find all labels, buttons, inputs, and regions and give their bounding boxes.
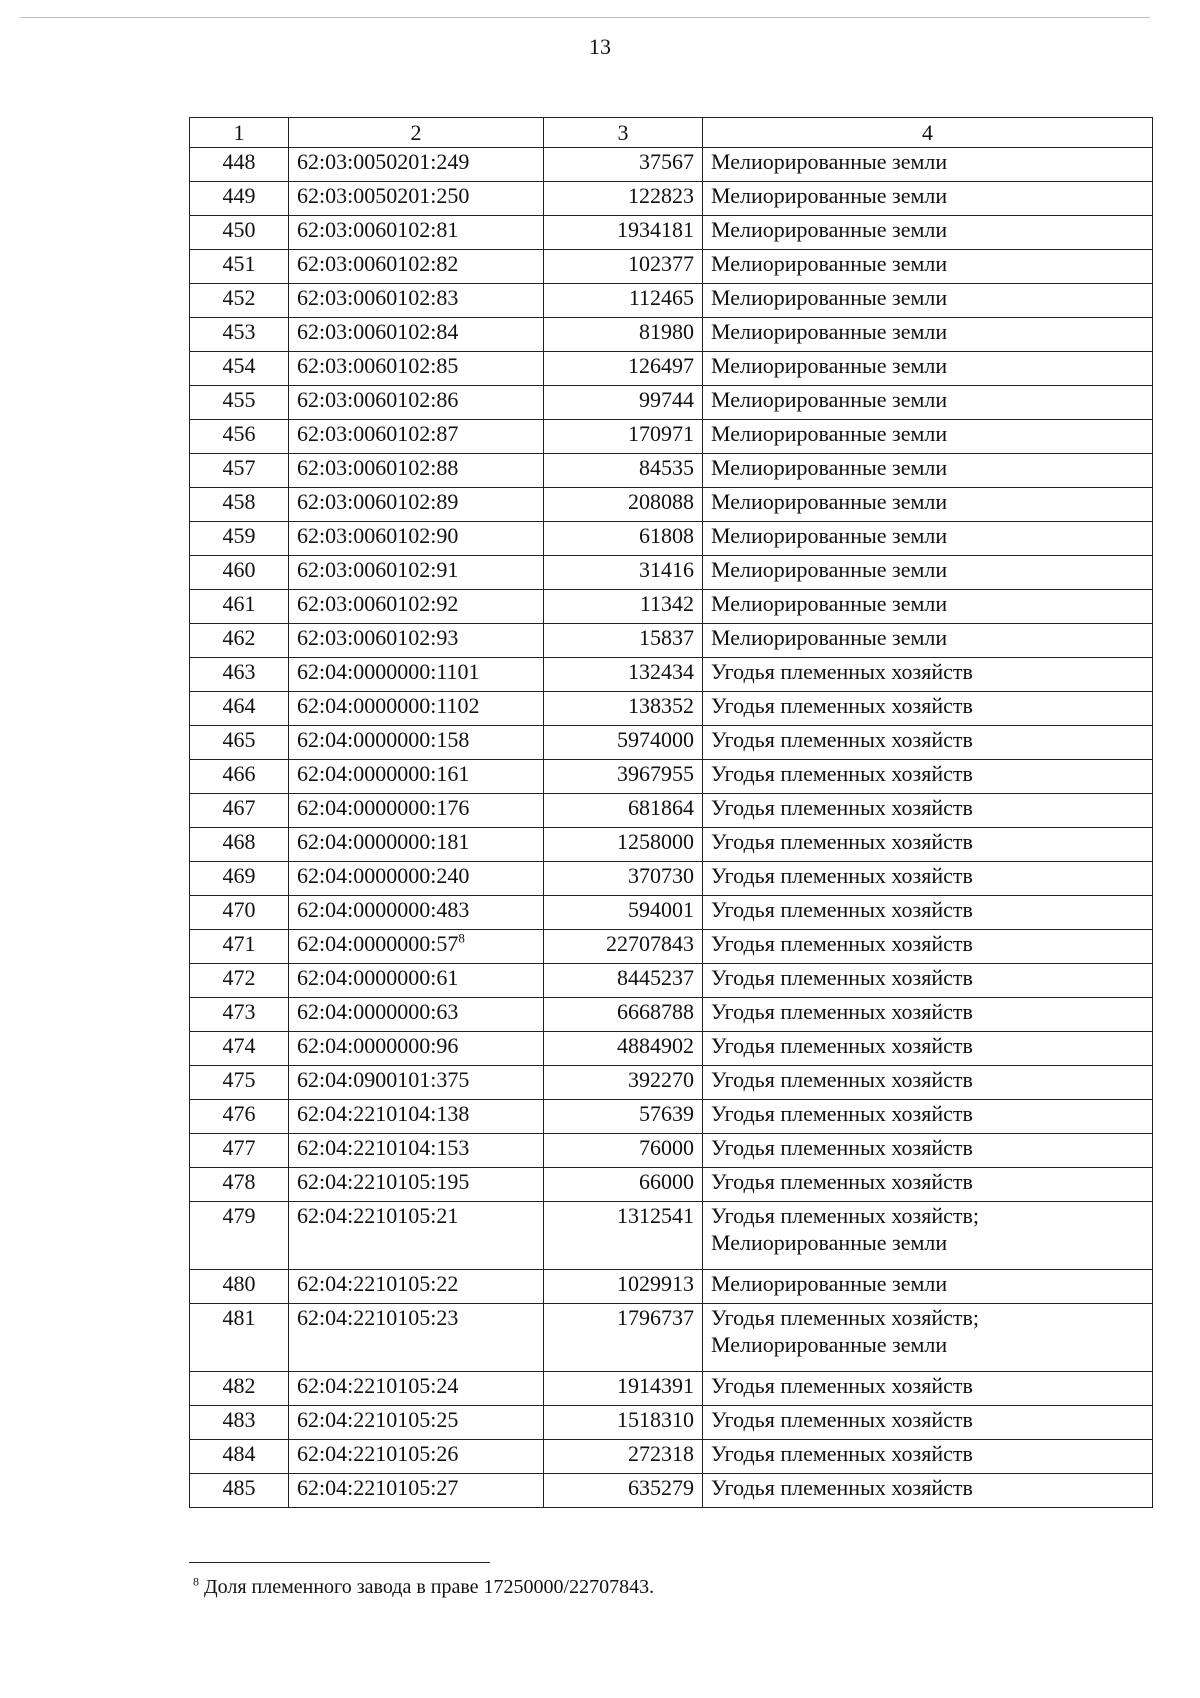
row-number: 460 [190, 556, 289, 590]
footnote-reference: 8 [458, 930, 465, 946]
land-category: Угодья племенных хозяйств [711, 795, 973, 820]
land-category-cell [703, 1134, 1153, 1168]
row-number: 449 [190, 182, 289, 216]
cadastral-number: 62:04:0000000:63 [297, 999, 459, 1024]
land-category-cell [703, 658, 1153, 692]
table-row [190, 1100, 1153, 1134]
land-category-cell [703, 420, 1153, 454]
table-row [190, 1202, 1153, 1270]
area-value: 15837 [544, 624, 703, 658]
row-number: 462 [190, 624, 289, 658]
area-value: 1029913 [544, 1270, 703, 1304]
cadastral-number: 62:04:0000000:240 [297, 863, 470, 888]
land-category: Мелиорированные земли [711, 319, 948, 344]
table-row [190, 1270, 1153, 1304]
cadastral-number-cell [289, 896, 544, 930]
land-category-cell [703, 284, 1153, 318]
table-row [190, 692, 1153, 726]
cadastral-number: 62:03:0060102:89 [297, 489, 459, 514]
row-number: 463 [190, 658, 289, 692]
footnote [193, 1576, 654, 1599]
column-header-4: 4 [703, 118, 1153, 148]
row-number: 454 [190, 352, 289, 386]
land-category: Мелиорированные земли [711, 217, 948, 242]
cadastral-number-cell [289, 318, 544, 352]
area-value: 11342 [544, 590, 703, 624]
land-category: Угодья племенных хозяйств [711, 727, 973, 752]
land-category: Мелиорированные земли [711, 523, 948, 548]
land-category: Угодья племенных хозяйств [711, 693, 973, 718]
land-category-cell [703, 522, 1153, 556]
row-number: 478 [190, 1168, 289, 1202]
cadastral-number-cell [289, 964, 544, 998]
area-value: 99744 [544, 386, 703, 420]
cadastral-number-cell [289, 1270, 544, 1304]
cadastral-number-cell [289, 930, 544, 964]
column-header-2: 2 [289, 118, 544, 148]
table-row [190, 590, 1153, 624]
row-number: 464 [190, 692, 289, 726]
cadastral-number: 62:04:0000000:96 [297, 1033, 459, 1058]
cadastral-number-cell [289, 1202, 544, 1270]
row-number: 457 [190, 454, 289, 488]
cadastral-number: 62:04:2210105:21 [297, 1203, 459, 1228]
table-body [190, 118, 1153, 1508]
cadastral-number: 62:03:0060102:93 [297, 625, 459, 650]
row-number: 452 [190, 284, 289, 318]
table-row [190, 998, 1153, 1032]
area-value: 370730 [544, 862, 703, 896]
table-row [190, 148, 1153, 182]
footnote-mark: 8 [193, 1574, 199, 1589]
cadastral-number-cell [289, 590, 544, 624]
land-category: Угодья племенных хозяйств [711, 1101, 973, 1126]
cadastral-number: 62:04:2210104:153 [297, 1135, 470, 1160]
row-number: 467 [190, 794, 289, 828]
cadastral-number-cell [289, 828, 544, 862]
land-category: Мелиорированные земли [711, 1271, 948, 1296]
land-category: Угодья племенных хозяйств [711, 1441, 973, 1466]
cadastral-number: 62:04:2210104:138 [297, 1101, 470, 1126]
land-category: Угодья племенных хозяйств [711, 659, 973, 684]
land-category-secondary: Мелиорированные земли [711, 1332, 948, 1357]
footnote-separator [189, 1562, 490, 1563]
row-number: 453 [190, 318, 289, 352]
cadastral-number-cell [289, 1066, 544, 1100]
cadastral-number-cell [289, 1304, 544, 1372]
table-row [190, 1406, 1153, 1440]
area-value: 4884902 [544, 1032, 703, 1066]
table-row [190, 760, 1153, 794]
column-header-1: 1 [190, 118, 289, 148]
cadastral-number: 62:03:0060102:91 [297, 557, 459, 582]
area-value: 81980 [544, 318, 703, 352]
land-category: Угодья племенных хозяйств [711, 1475, 973, 1500]
cadastral-number-cell [289, 1100, 544, 1134]
table-row [190, 352, 1153, 386]
land-category-cell [703, 1304, 1153, 1372]
area-value: 208088 [544, 488, 703, 522]
land-category: Угодья племенных хозяйств [711, 897, 973, 922]
land-category-cell [703, 964, 1153, 998]
cadastral-number: 62:04:0000000:1101 [297, 659, 480, 684]
area-value: 122823 [544, 182, 703, 216]
land-category: Угодья племенных хозяйств [711, 1033, 973, 1058]
land-category: Угодья племенных хозяйств [711, 1169, 973, 1194]
row-number: 480 [190, 1270, 289, 1304]
area-value: 392270 [544, 1066, 703, 1100]
cadastral-number-cell [289, 454, 544, 488]
land-category-cell [703, 1100, 1153, 1134]
cadastral-number: 62:03:0060102:87 [297, 421, 459, 446]
land-category-cell [703, 386, 1153, 420]
area-value: 1258000 [544, 828, 703, 862]
cadastral-number-cell [289, 182, 544, 216]
land-category: Мелиорированные земли [711, 455, 948, 480]
cadastral-number: 62:04:2210105:27 [297, 1475, 459, 1500]
cadastral-number: 62:04:0000000:158 [297, 727, 470, 752]
table-row [190, 522, 1153, 556]
table-row [190, 284, 1153, 318]
cadastral-number-cell [289, 1474, 544, 1508]
area-value: 31416 [544, 556, 703, 590]
land-category-cell [703, 1032, 1153, 1066]
area-value: 5974000 [544, 726, 703, 760]
area-value: 22707843 [544, 930, 703, 964]
table-row [190, 828, 1153, 862]
cadastral-number-cell [289, 488, 544, 522]
cadastral-number: 62:03:0060102:83 [297, 285, 459, 310]
land-category: Мелиорированные земли [711, 251, 948, 276]
land-category-cell [703, 1202, 1153, 1270]
land-category-cell [703, 896, 1153, 930]
table-row [190, 896, 1153, 930]
row-number: 471 [190, 930, 289, 964]
cadastral-number: 62:04:0000000:176 [297, 795, 470, 820]
area-value: 170971 [544, 420, 703, 454]
land-category: Угодья племенных хозяйств [711, 999, 973, 1024]
cadastral-number: 62:04:0000000:483 [297, 897, 470, 922]
area-value: 1914391 [544, 1372, 703, 1406]
cadastral-number: 62:03:0050201:249 [297, 149, 470, 174]
land-category: Угодья племенных хозяйств [711, 1067, 973, 1092]
cadastral-number-cell [289, 794, 544, 828]
land-category-cell [703, 590, 1153, 624]
cadastral-number-cell [289, 692, 544, 726]
cadastral-table [189, 117, 1153, 1508]
cadastral-number-cell [289, 1134, 544, 1168]
row-number: 451 [190, 250, 289, 284]
land-category-cell [703, 624, 1153, 658]
land-category-cell [703, 794, 1153, 828]
land-category: Мелиорированные земли [711, 489, 948, 514]
table-row [190, 488, 1153, 522]
row-number: 485 [190, 1474, 289, 1508]
cadastral-number: 62:03:0060102:92 [297, 591, 459, 616]
land-category: Мелиорированные земли [711, 421, 948, 446]
land-category: Угодья племенных хозяйств [711, 1135, 973, 1160]
land-category: Мелиорированные земли [711, 353, 948, 378]
table-row [190, 1032, 1153, 1066]
cadastral-number: 62:03:0060102:85 [297, 353, 459, 378]
land-category-cell [703, 454, 1153, 488]
cadastral-number-cell [289, 284, 544, 318]
area-value: 594001 [544, 896, 703, 930]
cadastral-number: 62:04:2210105:26 [297, 1441, 459, 1466]
cadastral-number-cell [289, 658, 544, 692]
land-category-cell [703, 930, 1153, 964]
cadastral-number-cell [289, 352, 544, 386]
cadastral-number: 62:03:0060102:86 [297, 387, 459, 412]
land-category: Угодья племенных хозяйств [711, 1407, 973, 1432]
cadastral-number: 62:04:0000000:1102 [297, 693, 480, 718]
land-category: Мелиорированные земли [711, 149, 948, 174]
land-category: Угодья племенных хозяйств [711, 829, 973, 854]
row-number: 448 [190, 148, 289, 182]
row-number: 483 [190, 1406, 289, 1440]
table-row [190, 250, 1153, 284]
cadastral-number: 62:04:0000000:57 [297, 931, 459, 956]
land-category-cell [703, 318, 1153, 352]
land-category-cell [703, 1372, 1153, 1406]
land-category-cell [703, 556, 1153, 590]
land-category-cell [703, 488, 1153, 522]
cadastral-number: 62:04:0900101:375 [297, 1067, 470, 1092]
cadastral-number-cell [289, 216, 544, 250]
cadastral-number: 62:04:0000000:61 [297, 965, 459, 990]
area-value: 126497 [544, 352, 703, 386]
land-category-cell [703, 998, 1153, 1032]
table-row [190, 624, 1153, 658]
cadastral-number: 62:04:2210105:23 [297, 1305, 459, 1330]
table-row [190, 930, 1153, 964]
cadastral-number: 62:03:0060102:88 [297, 455, 459, 480]
row-number: 459 [190, 522, 289, 556]
land-category-cell [703, 352, 1153, 386]
land-category-cell [703, 828, 1153, 862]
area-value: 76000 [544, 1134, 703, 1168]
cadastral-number-cell [289, 250, 544, 284]
row-number: 472 [190, 964, 289, 998]
cadastral-number-cell [289, 556, 544, 590]
land-category-secondary: Мелиорированные земли [711, 1230, 948, 1255]
row-number: 484 [190, 1440, 289, 1474]
row-number: 469 [190, 862, 289, 896]
area-value: 66000 [544, 1168, 703, 1202]
table-row [190, 1474, 1153, 1508]
area-value: 8445237 [544, 964, 703, 998]
row-number: 470 [190, 896, 289, 930]
table-row [190, 216, 1153, 250]
area-value: 57639 [544, 1100, 703, 1134]
cadastral-number-cell [289, 148, 544, 182]
land-category-cell [703, 182, 1153, 216]
cadastral-number-cell [289, 862, 544, 896]
area-value: 272318 [544, 1440, 703, 1474]
cadastral-number: 62:03:0050201:250 [297, 183, 470, 208]
cadastral-number-cell [289, 420, 544, 454]
area-value: 61808 [544, 522, 703, 556]
land-category: Угодья племенных хозяйств; [711, 1203, 979, 1228]
land-category: Угодья племенных хозяйств [711, 965, 973, 990]
cadastral-number: 62:04:2210105:24 [297, 1373, 459, 1398]
land-category-cell [703, 862, 1153, 896]
area-value: 635279 [544, 1474, 703, 1508]
row-number: 479 [190, 1202, 289, 1270]
table-header-row [190, 118, 1153, 148]
row-number: 461 [190, 590, 289, 624]
cadastral-number-cell [289, 1168, 544, 1202]
cadastral-number: 62:03:0060102:90 [297, 523, 459, 548]
table-row [190, 1440, 1153, 1474]
table-row [190, 726, 1153, 760]
cadastral-number-cell [289, 1032, 544, 1066]
land-category-cell [703, 760, 1153, 794]
area-value: 132434 [544, 658, 703, 692]
cadastral-number-cell [289, 1440, 544, 1474]
area-value: 1934181 [544, 216, 703, 250]
area-value: 1796737 [544, 1304, 703, 1372]
cadastral-number-cell [289, 624, 544, 658]
table-row [190, 964, 1153, 998]
table-row [190, 556, 1153, 590]
land-category: Мелиорированные земли [711, 387, 948, 412]
cadastral-number: 62:03:0060102:82 [297, 251, 459, 276]
cadastral-number-cell [289, 998, 544, 1032]
cadastral-number: 62:04:2210105:22 [297, 1271, 459, 1296]
land-category-cell [703, 148, 1153, 182]
land-category: Угодья племенных хозяйств [711, 863, 973, 888]
row-number: 482 [190, 1372, 289, 1406]
table-row [190, 794, 1153, 828]
land-category-cell [703, 1066, 1153, 1100]
row-number: 465 [190, 726, 289, 760]
land-category: Угодья племенных хозяйств [711, 931, 973, 956]
land-category-cell [703, 692, 1153, 726]
row-number: 474 [190, 1032, 289, 1066]
table-row [190, 1168, 1153, 1202]
table-row [190, 658, 1153, 692]
area-value: 6668788 [544, 998, 703, 1032]
cadastral-number: 62:04:2210105:195 [297, 1169, 470, 1194]
column-header-3: 3 [544, 118, 703, 148]
cadastral-number: 62:04:2210105:25 [297, 1407, 459, 1432]
area-value: 84535 [544, 454, 703, 488]
cadastral-number-cell [289, 1372, 544, 1406]
row-number: 450 [190, 216, 289, 250]
area-value: 1312541 [544, 1202, 703, 1270]
row-number: 455 [190, 386, 289, 420]
table-row [190, 318, 1153, 352]
page-number: 13 [589, 34, 611, 59]
area-value: 1518310 [544, 1406, 703, 1440]
land-category-cell [703, 1168, 1153, 1202]
cadastral-number-cell [289, 1406, 544, 1440]
cadastral-number: 62:04:0000000:161 [297, 761, 470, 786]
cadastral-number-cell [289, 386, 544, 420]
row-number: 458 [190, 488, 289, 522]
cadastral-number-cell [289, 522, 544, 556]
row-number: 468 [190, 828, 289, 862]
row-number: 466 [190, 760, 289, 794]
table-row [190, 1372, 1153, 1406]
table-row [190, 182, 1153, 216]
land-category: Мелиорированные земли [711, 625, 948, 650]
cadastral-number: 62:03:0060102:81 [297, 217, 459, 242]
row-number: 456 [190, 420, 289, 454]
table-row [190, 862, 1153, 896]
cadastral-number: 62:03:0060102:84 [297, 319, 459, 344]
cadastral-number-cell [289, 726, 544, 760]
land-category: Мелиорированные земли [711, 557, 948, 582]
land-category: Мелиорированные земли [711, 591, 948, 616]
land-category-cell [703, 1406, 1153, 1440]
table-row [190, 420, 1153, 454]
land-category-cell [703, 216, 1153, 250]
land-category-cell [703, 726, 1153, 760]
land-category: Угодья племенных хозяйств [711, 761, 973, 786]
scan-edge-line [20, 17, 1150, 18]
table-row [190, 1304, 1153, 1372]
table-row [190, 1134, 1153, 1168]
land-category-cell [703, 1270, 1153, 1304]
cadastral-number-cell [289, 760, 544, 794]
land-category-cell [703, 250, 1153, 284]
land-category: Угодья племенных хозяйств [711, 1373, 973, 1398]
row-number: 477 [190, 1134, 289, 1168]
land-category: Мелиорированные земли [711, 285, 948, 310]
row-number: 475 [190, 1066, 289, 1100]
table-row [190, 1066, 1153, 1100]
row-number: 481 [190, 1304, 289, 1372]
cadastral-number: 62:04:0000000:181 [297, 829, 470, 854]
area-value: 102377 [544, 250, 703, 284]
row-number: 476 [190, 1100, 289, 1134]
land-category: Угодья племенных хозяйств; [711, 1305, 979, 1330]
area-value: 3967955 [544, 760, 703, 794]
footnote-text: Доля племенного завода в праве 17250000/22707843. [204, 1576, 655, 1598]
area-value: 112465 [544, 284, 703, 318]
table-row [190, 386, 1153, 420]
land-category-cell [703, 1474, 1153, 1508]
table-row [190, 454, 1153, 488]
area-value: 37567 [544, 148, 703, 182]
land-category: Мелиорированные земли [711, 183, 948, 208]
area-value: 681864 [544, 794, 703, 828]
land-category-cell [703, 1440, 1153, 1474]
area-value: 138352 [544, 692, 703, 726]
row-number: 473 [190, 998, 289, 1032]
